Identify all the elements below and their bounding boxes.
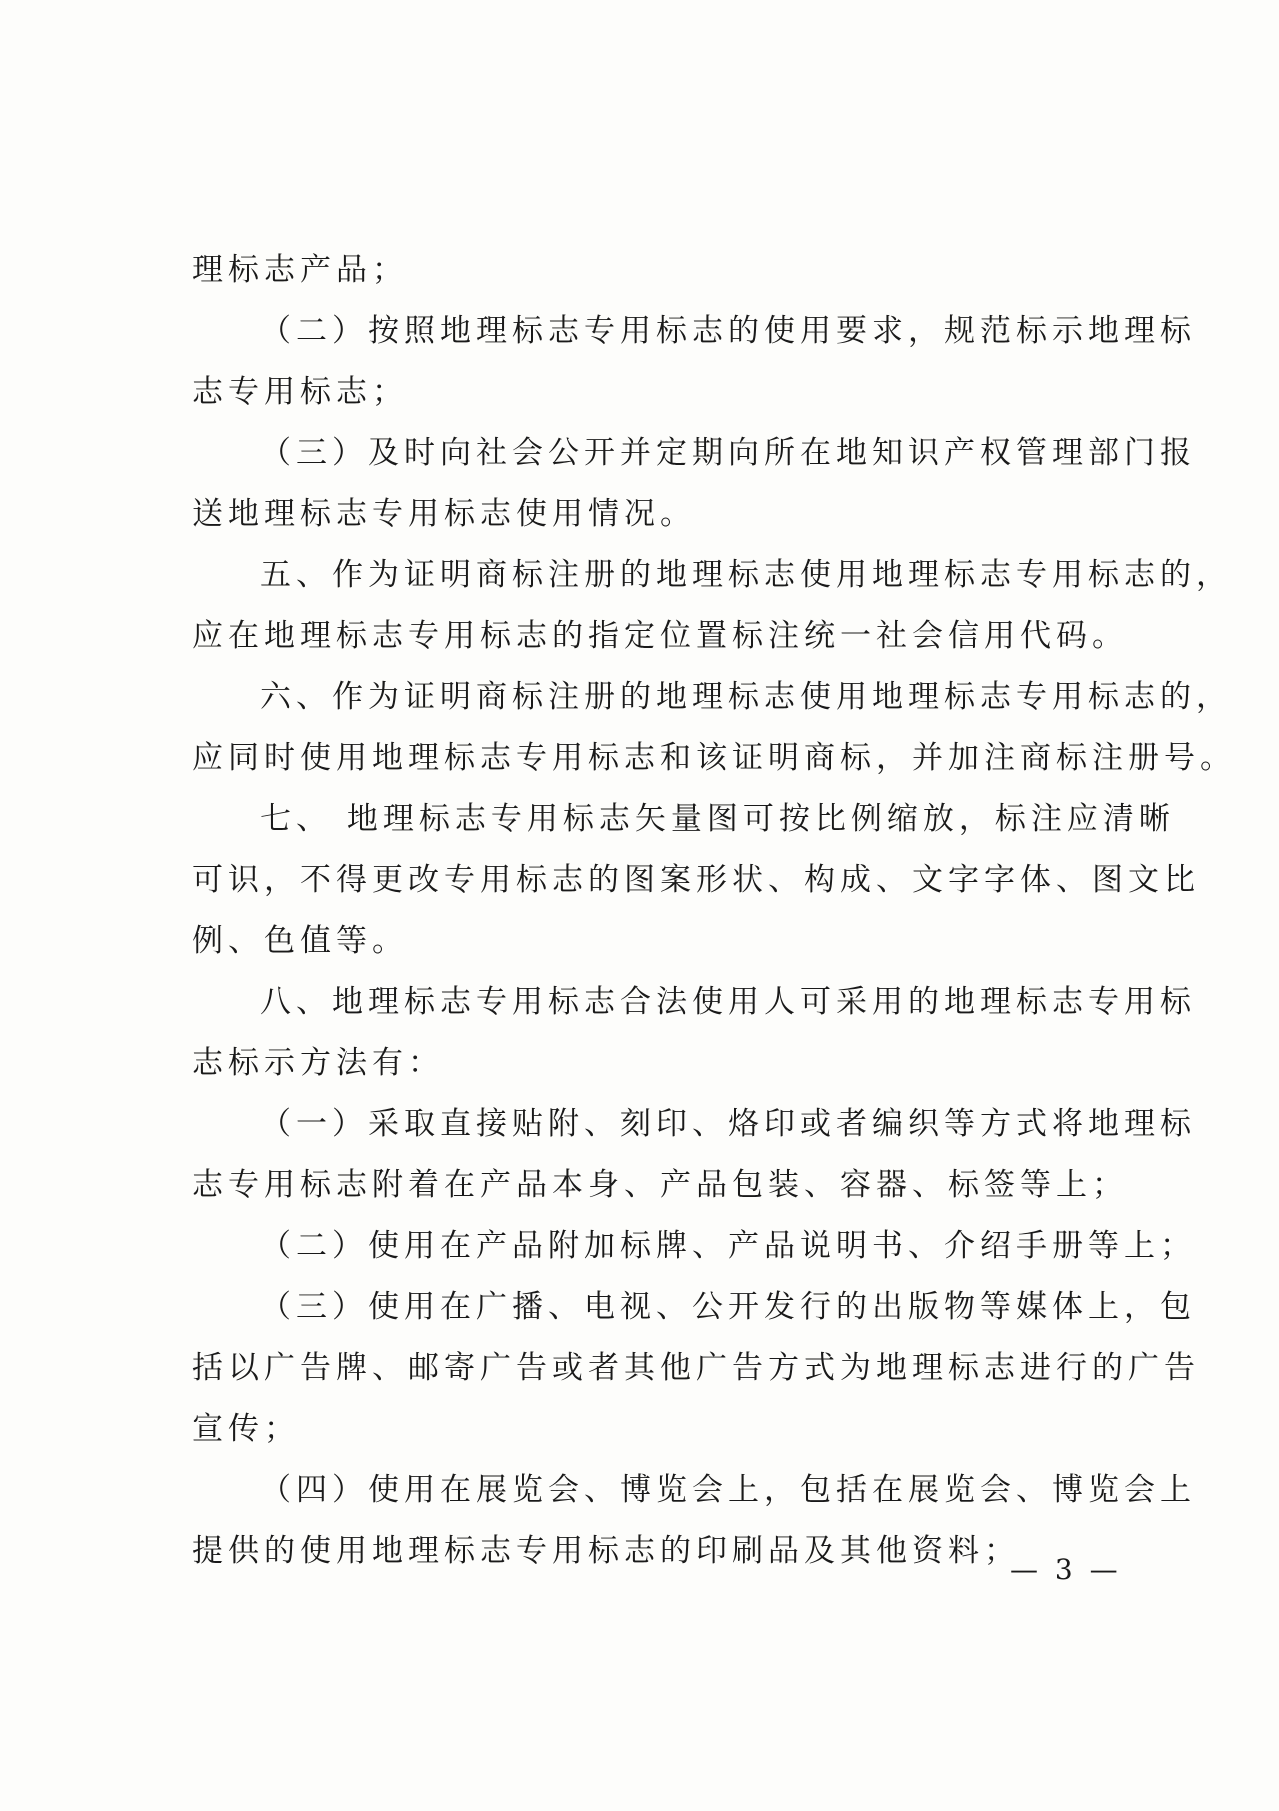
text-line: （四）使用在展览会、博览会上，包括在展览会、博览会上 [260,1472,1196,1508]
page-number: — 3 — [1010,1553,1122,1586]
text-line: 六、作为证明商标注册的地理标志使用地理标志专用标志的， [260,679,1232,715]
text-line: （二）使用在产品附加标牌、产品说明书、介绍手册等上； [260,1228,1196,1264]
text-line: 志专用标志； [192,374,408,410]
text-line: （三）使用在广播、电视、公开发行的出版物等媒体上，包 [260,1289,1196,1325]
text-line: 八、地理标志专用标志合法使用人可采用的地理标志专用标 [260,984,1196,1020]
text-line: 可识，不得更改专用标志的图案形状、构成、文字字体、图文比 [192,862,1200,898]
text-line: 括以广告牌、邮寄广告或者其他广告方式为地理标志进行的广告 [192,1350,1200,1386]
text-line: 志标示方法有： [192,1045,444,1081]
text-line: 应同时使用地理标志专用标志和该证明商标，并加注商标注册号。 [192,740,1236,776]
text-line: 应在地理标志专用标志的指定位置标注统一社会信用代码。 [192,618,1128,654]
document-body [192,240,1236,1582]
text-line: （三）及时向社会公开并定期向所在地知识产权管理部门报 [260,435,1196,471]
text-line: 提供的使用地理标志专用标志的印刷品及其他资料； [192,1533,1020,1569]
text-line: 理标志产品； [192,252,408,288]
text-line: （一）采取直接贴附、刻印、烙印或者编织等方式将地理标 [260,1106,1196,1142]
text-line: 宣传； [192,1411,300,1447]
text-line: 五、作为证明商标注册的地理标志使用地理标志专用标志的， [260,557,1232,593]
text-line: （二）按照地理标志专用标志的使用要求，规范标示地理标 [260,313,1196,349]
text-line: 例、色值等。 [192,923,408,959]
text-line: 志专用标志附着在产品本身、产品包装、容器、标签等上； [192,1167,1128,1203]
text-line: 七、 地理标志专用标志矢量图可按比例缩放，标注应清晰 [260,801,1175,837]
text-line: 送地理标志专用标志使用情况。 [192,496,696,532]
